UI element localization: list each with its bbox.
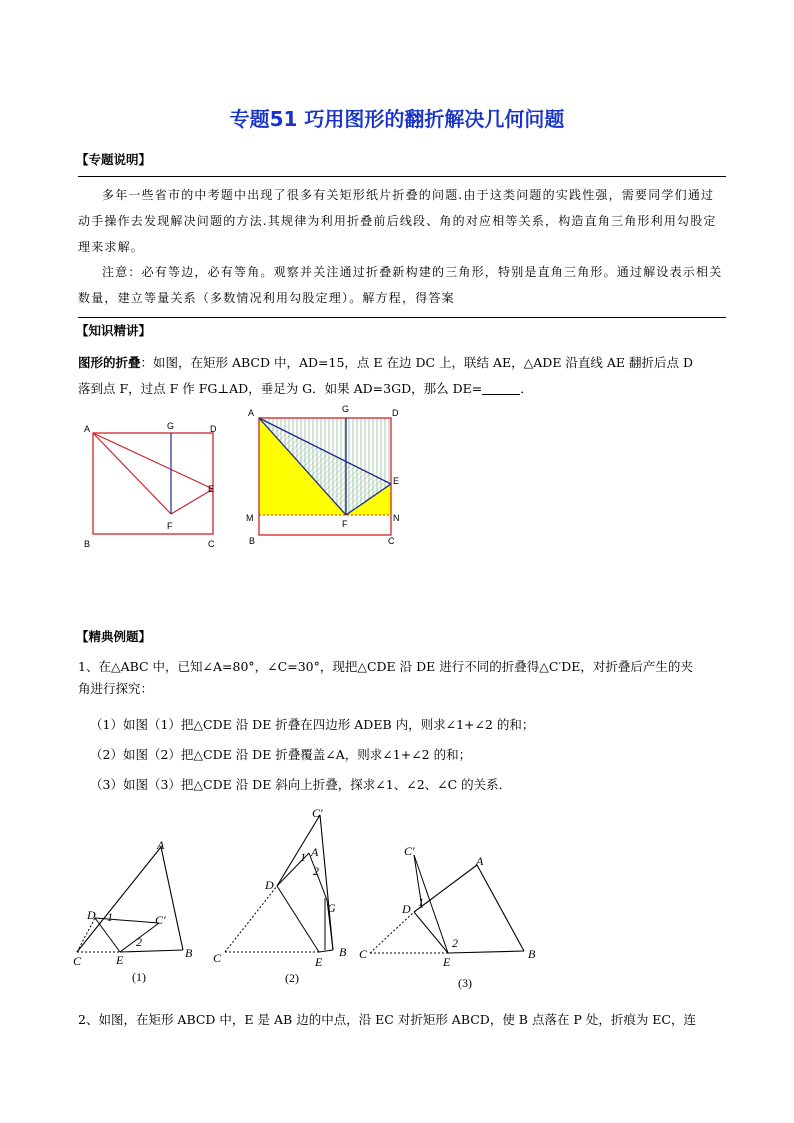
label-e: E bbox=[208, 484, 215, 494]
label-d: D bbox=[87, 908, 96, 922]
section-header-intro: 【专题说明】 bbox=[76, 152, 152, 167]
page-title: 专题51 巧用图形的翻折解决几何问题 bbox=[229, 107, 565, 131]
segment-eb bbox=[319, 950, 333, 952]
example-1-q3: （3）如图（3）把△CDE 沿 DE 斜向上折叠，探求∠1、∠2、∠C 的关系． bbox=[90, 777, 512, 792]
example-1-q2: （2）如图（2）把△CDE 沿 DE 折叠覆盖∠A，则求∠1+∠2 的和； bbox=[90, 747, 472, 762]
segment-fe bbox=[171, 489, 213, 514]
answer-blank bbox=[482, 382, 520, 395]
label-b: B bbox=[249, 536, 256, 546]
intro-paragraph-1: 多年一些省市的中考题中出现了很多有关矩形纸片折叠的问题.由于这类问题的实践性强，需要同学们通过动手操作去发现解决问题的方法.其规律为利用折叠前后线段、角的对应相等关系，构造直角三角形利用勾股定理来求解。 bbox=[78, 188, 717, 254]
divider bbox=[78, 317, 726, 318]
segment-de bbox=[277, 886, 319, 952]
figure-rectangle-fold bbox=[80, 418, 230, 553]
figure-fold-1 bbox=[65, 835, 210, 990]
knowledge-text bbox=[78, 350, 726, 402]
label-c-prime: C′ bbox=[155, 913, 166, 927]
label-g: G bbox=[342, 404, 350, 414]
example-1-line-2: 角进行探究： bbox=[78, 681, 154, 696]
figure-fold-2 bbox=[205, 800, 355, 990]
segment-eb bbox=[120, 950, 183, 952]
label-a: A bbox=[476, 854, 484, 868]
knowledge-line-2: 落到点 F，过点 F 作 FG⊥AD，垂足为 G．如果 AD=3GD，那么 DE= bbox=[78, 381, 483, 396]
label-c: C bbox=[213, 951, 222, 965]
label-c: C bbox=[73, 954, 82, 968]
label-b: B bbox=[339, 945, 347, 959]
label-c: C bbox=[388, 536, 395, 546]
caption-3: (3) bbox=[458, 976, 472, 990]
label-a: A bbox=[84, 424, 91, 434]
label-n: N bbox=[393, 513, 400, 523]
segment-ae bbox=[93, 433, 213, 489]
figure-rectangle-shaded bbox=[240, 400, 415, 550]
label-g: G bbox=[167, 421, 175, 431]
dashed-cd bbox=[370, 912, 414, 953]
label-c-prime: C′ bbox=[404, 844, 415, 858]
label-e: E bbox=[443, 955, 451, 969]
segment-de bbox=[414, 912, 448, 953]
dashed-cd bbox=[225, 886, 277, 952]
label-c-prime: C′ bbox=[312, 806, 323, 820]
label-d: D bbox=[392, 408, 399, 418]
label-m: M bbox=[246, 513, 254, 523]
label-f: F bbox=[167, 521, 173, 531]
example-1-q1: （1）如图（1）把△CDE 沿 DE 折叠在四边形 ADEB 内，则求∠1+∠2 的和； bbox=[90, 717, 535, 732]
knowledge-line-2-end: ． bbox=[520, 381, 533, 396]
label-c: C bbox=[359, 947, 368, 961]
label-f: F bbox=[342, 519, 348, 529]
label-d: D bbox=[210, 424, 217, 434]
label-a: A bbox=[248, 408, 255, 418]
section-header-examples: 【精典例题】 bbox=[76, 629, 152, 644]
label-2: 2 bbox=[136, 935, 142, 949]
label-1: 1 bbox=[300, 850, 306, 864]
knowledge-line-1: ：如图，在矩形 ABCD 中，AD=15，点 E 在边 DC 上，联结 AE，△ADE 沿直线 AE 翻折后点 D bbox=[140, 355, 694, 370]
section-header-knowledge: 【知识精讲】 bbox=[76, 323, 152, 338]
label-g: G bbox=[327, 901, 336, 915]
label-e: E bbox=[116, 953, 124, 967]
triangle-sides bbox=[77, 847, 183, 952]
label-2: 2 bbox=[452, 936, 458, 950]
caption-2: (2) bbox=[285, 971, 299, 985]
segment-af bbox=[93, 433, 171, 514]
label-b: B bbox=[185, 946, 193, 960]
label-e: E bbox=[393, 476, 400, 486]
divider bbox=[78, 176, 726, 177]
label-a: A bbox=[157, 838, 165, 852]
label-b: B bbox=[528, 947, 536, 961]
segment-dcp bbox=[95, 918, 159, 923]
intro-paragraph-2: 注意：必有等边，必有等角。观察并关注通过折叠新构建的三角形，特别是直角三角形。通过解设表示相关数量，建立等量关系（多数情况利用勾股定理）。解方程，得答案 bbox=[78, 265, 723, 305]
rect-abcd bbox=[93, 433, 213, 534]
segment-ab bbox=[477, 865, 524, 951]
label-d: D bbox=[402, 902, 411, 916]
label-1: 1 bbox=[107, 910, 113, 924]
dashed-cd bbox=[77, 918, 95, 952]
label-1: 1 bbox=[418, 895, 424, 909]
bottom-strip bbox=[259, 515, 391, 535]
example-1-text bbox=[78, 656, 726, 700]
label-d: D bbox=[265, 878, 274, 892]
example-1-line-1: 1、在△ABC 中，已知∠A=80°，∠C=30°，现把△CDE 沿 DE 进行不同的折叠得△C′DE，对折叠后产生的夹 bbox=[78, 659, 693, 674]
example-2-text: 2、如图，在矩形 ABCD 中，E 是 AB 边的中点，沿 EC 对折矩形 ABCD，使 B 点落在 P 处，折痕为 EC，连 bbox=[78, 1012, 696, 1027]
label-c: C bbox=[208, 539, 215, 549]
label-e: E bbox=[315, 955, 323, 969]
label-2: 2 bbox=[313, 864, 319, 878]
knowledge-lead: 图形的折叠 bbox=[78, 355, 141, 370]
caption-1: (1) bbox=[132, 970, 146, 984]
figure-fold-3 bbox=[352, 835, 547, 995]
segment-eb bbox=[448, 951, 524, 953]
label-b: B bbox=[84, 539, 91, 549]
label-a: A bbox=[311, 845, 319, 859]
